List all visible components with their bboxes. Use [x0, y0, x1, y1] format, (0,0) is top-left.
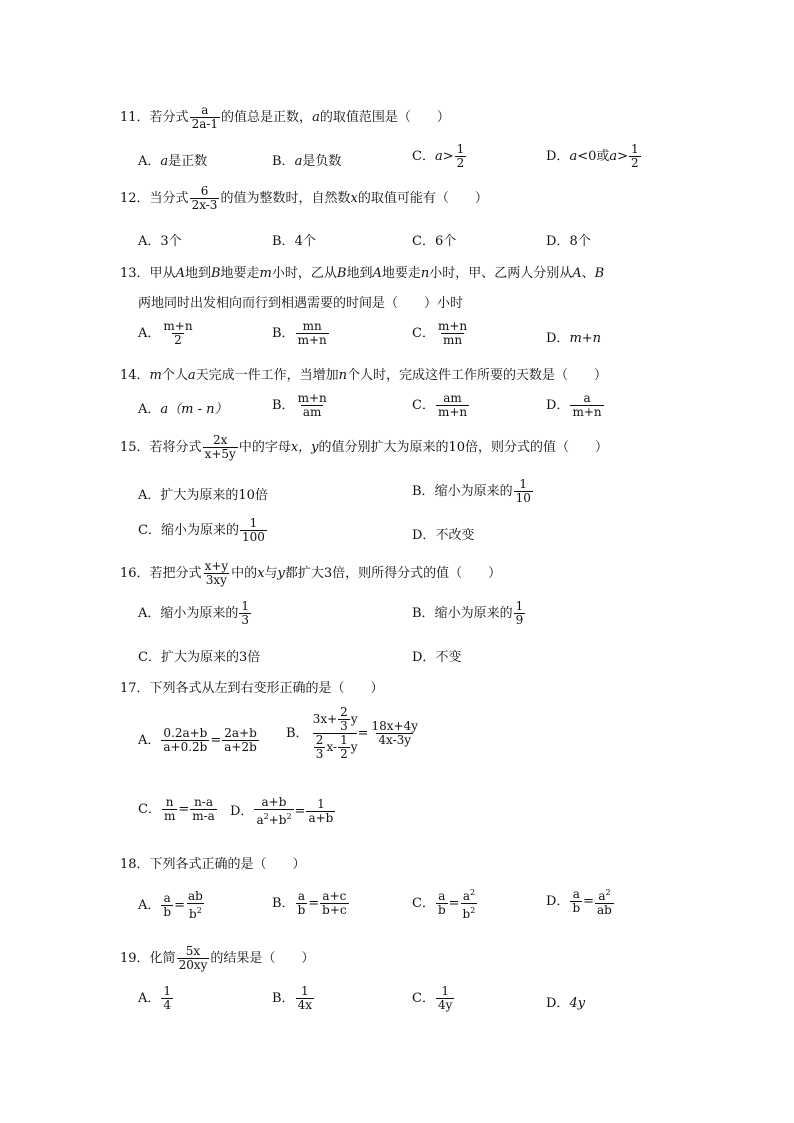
option-d: D．m+n	[546, 331, 602, 346]
option-b: B．缩小为原来的 $\frac{1}{9}$	[412, 599, 524, 627]
option-c: C． $\frac{m+n}{mn}$	[412, 319, 468, 347]
question-18-stem: 18．下列各式正确的是（ ）	[120, 857, 306, 872]
question-12-stem: 12．当分式 $\frac{6}{2x-3}$ 的值为整数时，自然数x的取值可能有（ ）	[120, 184, 488, 212]
option-c: C． $\frac{am}{m+n}$	[412, 391, 468, 419]
fraction: $\frac{a}{2a-1}$	[191, 103, 219, 131]
option-d: D．a<0或a> $\frac{1}{2}$	[546, 142, 639, 170]
option-a: A．3个	[138, 234, 182, 249]
option-c: C． $\frac{1}{4y}$	[412, 984, 453, 1012]
option-d: D．不变	[412, 650, 462, 665]
option-c: C． $\frac{n}{m}$ = $\frac{n-a}{m-a}$	[138, 795, 215, 823]
question-19-stem: 19．化简 $\frac{5x}{20xy}$ 的结果是（ ）	[120, 944, 315, 972]
option-d: D． $\frac{a+b}{a^2+b^2}$ = $\frac{1}{a+b}$	[230, 795, 334, 827]
option-a: A． $\frac{1}{4}$	[138, 984, 172, 1012]
option-d: D． $\frac{a}{b}$ = $\frac{a^2}{ab}$	[546, 887, 612, 917]
option-b: B．4个	[272, 234, 316, 249]
question-16-stem: 16．若把分式 $\frac{x+y}{3xy}$ 中的x与y都扩大3倍，则所得分式的值（ ）	[120, 559, 502, 587]
option-b: B． $\frac{m+n}{am}$	[272, 391, 327, 419]
option-a: A．a（m - n）	[138, 402, 228, 417]
question-17-stem: 17．下列各式从左到右变形正确的是（ ）	[120, 681, 384, 696]
option-a: A．扩大为原来的10倍	[138, 488, 268, 503]
option-c: C．a> $\frac{1}{2}$	[412, 142, 465, 170]
option-c: C．扩大为原来的3倍	[138, 650, 261, 665]
option-b: B． $\frac{1}{4x}$	[272, 984, 312, 1012]
option-a: A． $\frac{0.2a+b}{a+0.2b}$ = $\frac{2a+b}{a+2b}$	[138, 726, 257, 754]
option-b: B． $\frac{mn}{m+n}$	[272, 319, 327, 347]
complex-fraction: 3x+ $\frac{2}{3}$ y $\frac{2}{3}$ x- $\frac{1}{2}$ y	[312, 705, 358, 761]
option-b: B．缩小为原来的 $\frac{1}{10}$	[412, 477, 531, 505]
option-d: D．8个	[546, 234, 591, 249]
question-13-stem-line2: 两地同时出发相向而行到相遇需要的时间是（ ）小时	[138, 296, 464, 311]
option-b: B． 3x+ $\frac{2}{3}$ y $\frac{2}{3}$ x- $\frac{1}{2}$ y = $\frac{18x+4y}{4x-3y}$	[286, 705, 419, 761]
option-a: A．a是正数	[138, 154, 208, 169]
option-b: B．a是负数	[272, 154, 342, 169]
option-d: D．4y	[546, 996, 586, 1011]
question-14-stem: 14．m个人a天完成一件工作，当增加n个人时，完成这件工作所要的天数是（ ）	[120, 368, 608, 383]
question-15-stem: 15．若将分式 $\frac{2x}{x+5y}$ 中的字母x，y的值分别扩大为原来的10倍，则分式的值（ ）	[120, 433, 609, 461]
option-b: B． $\frac{a}{b}$ = $\frac{a+c}{b+c}$	[272, 889, 347, 917]
option-a: A．缩小为原来的 $\frac{1}{3}$	[138, 599, 250, 627]
option-d: D．不改变	[412, 528, 475, 543]
option-d: D． $\frac{a}{m+n}$	[546, 391, 602, 419]
question-13-stem: 13．甲从A地到B地要走m小时，乙从B地到A地要走n小时，甲、乙两人分别从A、B	[120, 266, 605, 281]
option-c: C． $\frac{a}{b}$ = $\frac{a^2}{b^2}$	[412, 888, 476, 921]
option-c: C．缩小为原来的 $\frac{1}{100}$	[138, 516, 265, 544]
option-a: A． $\frac{m+n}{2}$	[138, 319, 193, 347]
option-c: C．6个	[412, 234, 457, 249]
question-11-stem: 11．若分式 $\frac{a}{2a-1}$ 的值总是正数，a的取值范围是（ ）	[120, 103, 450, 131]
option-a: A． $\frac{a}{b}$ = $\frac{ab}{b^2}$	[138, 889, 203, 921]
